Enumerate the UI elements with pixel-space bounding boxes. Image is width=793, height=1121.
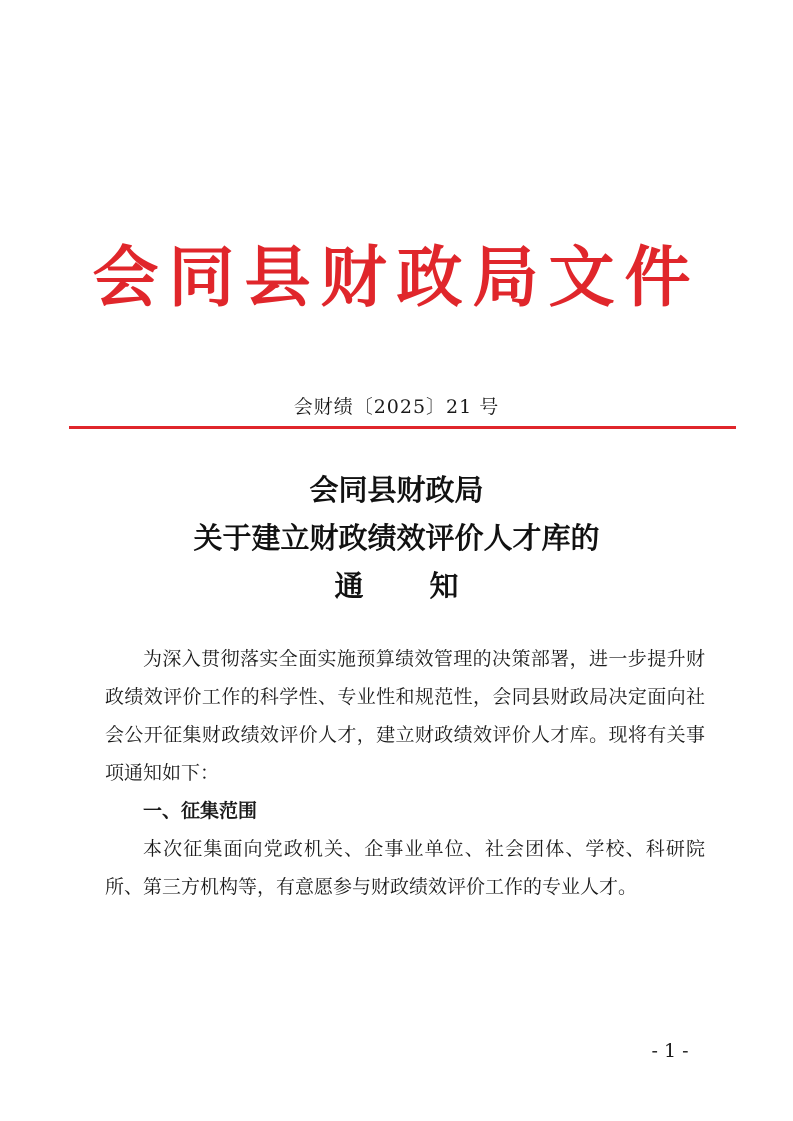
notice-title-line-3: 通 知 xyxy=(334,569,487,603)
intro-paragraph: 为深入贯彻落实全面实施预算绩效管理的决策部署，进一步提升财政绩效评价工作的科学性、专业性和规范性，会同县财政局决定面向社会公开征集财政绩效评价人才，建立财政绩效评价人才库。现将有关事项通知如下： xyxy=(105,648,705,784)
notice-title-line-2: 关于建立财政绩效评价人才库的 xyxy=(193,521,600,555)
notice-title-line-1: 会同县财政局 xyxy=(309,473,484,507)
document-masthead: 会同县财政局文件 xyxy=(92,238,701,316)
notice-title xyxy=(0,466,793,610)
section-1-paragraph: 本次征集面向党政机关、企事业单位、社会团体、学校、科研院所、第三方机构等，有意愿参与财政绩效评价工作的专业人才。 xyxy=(105,838,705,898)
notice-body xyxy=(105,640,705,906)
document-number: 会财绩〔2025〕21 号 xyxy=(293,396,500,418)
section-1-heading: 一、征集范围 xyxy=(143,800,258,822)
red-divider-line xyxy=(69,426,736,429)
page-number: - 1 - xyxy=(651,1040,689,1062)
